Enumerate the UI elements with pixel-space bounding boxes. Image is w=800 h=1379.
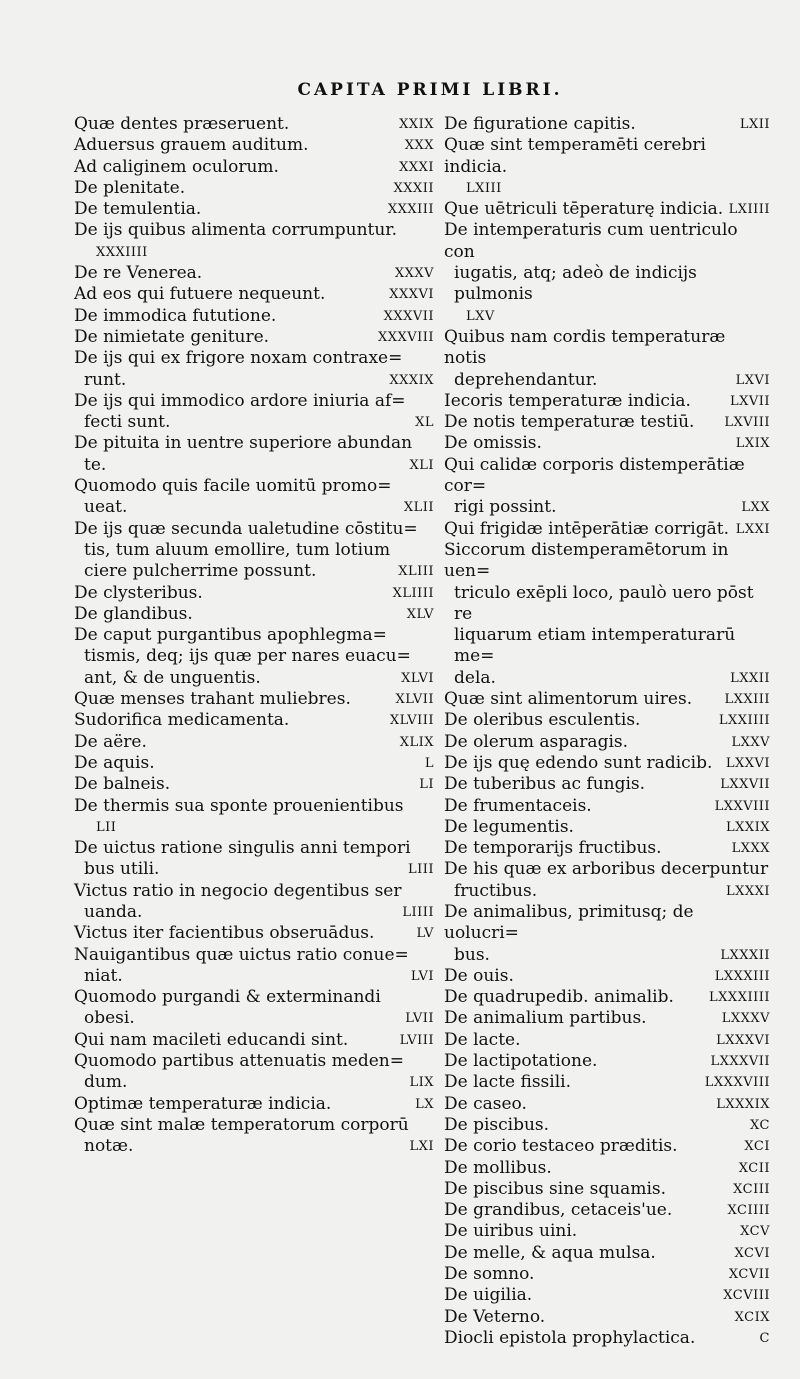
entry-title-line: Diocli epistola prophylactica. bbox=[444, 1327, 696, 1348]
toc-entry bbox=[444, 1030, 770, 1051]
entry-title-line: De quadrupedib. animalib. bbox=[444, 987, 674, 1008]
entry-title-line: De immodica fututione. bbox=[74, 305, 277, 326]
entry-title-line: De ijs quæ secunda ualetudine cōstitu= bbox=[74, 518, 418, 539]
toc-entry bbox=[74, 519, 434, 583]
entry-title-line: runt. bbox=[84, 369, 127, 390]
toc-entry bbox=[444, 1179, 770, 1200]
entry-title-line: De oleribus esculentis. bbox=[444, 710, 641, 731]
toc-entry bbox=[74, 391, 434, 434]
entry-title-line: dela. bbox=[454, 667, 496, 688]
entry-title-line: obesi. bbox=[84, 1008, 135, 1029]
entry-title-line: ciere pulcherrime possunt. bbox=[84, 561, 317, 582]
entry-title-line: bus utili. bbox=[84, 859, 160, 880]
entry-title-line: De lactipotatione. bbox=[444, 1051, 598, 1072]
toc-entry bbox=[444, 774, 770, 795]
entry-title-line: De ijs qui immodico ardore iniuria af= bbox=[74, 390, 406, 411]
entry-title-line: ueat. bbox=[84, 497, 128, 518]
toc-entry bbox=[444, 540, 770, 689]
entry-title-line: De piscibus sine squamis. bbox=[444, 1178, 667, 1199]
entry-title-line: De melle, & aqua mulsa. bbox=[444, 1242, 656, 1263]
entry-title-line: Qui calidæ corporis distemperātiæ cor= bbox=[444, 454, 745, 497]
entry-title-line: tis, tum aluum emollire, tum lotium bbox=[84, 539, 391, 560]
entry-title-line: De corio testaceo præditis. bbox=[444, 1136, 678, 1157]
toc-entry bbox=[444, 391, 770, 412]
entry-title-line: De uictus ratione singulis anni tempori bbox=[74, 838, 411, 859]
toc-entry bbox=[74, 220, 434, 263]
chapter-number: LVI bbox=[410, 968, 434, 984]
entry-title-line: De somno. bbox=[444, 1264, 535, 1285]
toc-entry bbox=[444, 753, 770, 774]
chapter-number: XCII bbox=[738, 1160, 770, 1176]
chapter-number: LXXXIX bbox=[716, 1096, 770, 1112]
entry-title-line: iugatis, atq; adeò de indicijs pulmonis bbox=[454, 263, 697, 305]
chapter-number: XLII bbox=[403, 500, 434, 516]
chapter-number: LXXVI bbox=[725, 755, 770, 771]
chapter-number: LXXII bbox=[730, 670, 770, 686]
entry-title-line: De pituita in uentre superiore abundan bbox=[74, 433, 413, 454]
entry-title-line: Quomodo quis facile uomitū promo= bbox=[74, 476, 392, 497]
toc-entry bbox=[444, 1136, 770, 1157]
entry-title-line: niat. bbox=[84, 965, 123, 986]
toc-entry bbox=[444, 1051, 770, 1072]
entry-title-line: De animalium partibus. bbox=[444, 1008, 647, 1029]
toc-entry bbox=[444, 689, 770, 710]
entry-title-line: Quæ sint temperamēti cerebri indicia. bbox=[444, 135, 706, 177]
chapter-number: LVII bbox=[405, 1011, 434, 1027]
entry-title-line: De caput purgantibus apophlegma= bbox=[74, 625, 387, 646]
toc-entry bbox=[74, 689, 434, 710]
toc-entry bbox=[74, 796, 434, 839]
entry-title-line: tismis, deq; ijs quæ per nares euacu= bbox=[84, 646, 411, 667]
entry-title-line: bus. bbox=[454, 944, 490, 965]
toc-entry bbox=[74, 1051, 434, 1094]
chapter-number: LXVII bbox=[729, 393, 770, 409]
entry-title-line: De ijs quibus alimenta corrumpuntur. bbox=[74, 220, 397, 241]
entry-title-line: De glandibus. bbox=[74, 603, 193, 624]
toc-entry bbox=[444, 1221, 770, 1242]
toc-entry bbox=[444, 1072, 770, 1093]
toc-entry bbox=[444, 732, 770, 753]
chapter-number: XLVIII bbox=[389, 713, 434, 729]
entry-title-line: De mollibus. bbox=[444, 1157, 552, 1178]
chapter-number: LXXXVI bbox=[716, 1032, 770, 1048]
entry-title-line: De Veterno. bbox=[444, 1306, 546, 1327]
entry-title-line: fecti sunt. bbox=[84, 412, 171, 433]
entry-title-line: De uiribus uini. bbox=[444, 1221, 578, 1242]
toc-entry bbox=[444, 987, 770, 1008]
toc-entry bbox=[444, 859, 770, 902]
chapter-number: XLV bbox=[406, 606, 434, 622]
chapter-number: XXX bbox=[404, 138, 434, 154]
toc-entry bbox=[444, 135, 770, 199]
chapter-number: XXXVIII bbox=[377, 329, 434, 345]
chapter-number: C bbox=[759, 1330, 770, 1346]
entry-title-line: De aëre. bbox=[74, 731, 147, 752]
running-header: CAPITA PRIMI LIBRI. bbox=[297, 80, 563, 100]
entry-title-line: De aquis. bbox=[74, 752, 155, 773]
chapter-number: LX bbox=[415, 1096, 434, 1112]
entry-title-line: ant, & de unguentis. bbox=[84, 667, 261, 688]
chapter-number: XXIX bbox=[399, 117, 434, 132]
toc-entry bbox=[74, 945, 434, 988]
toc-entry bbox=[74, 881, 434, 924]
entry-title-line: De ijs quę edendo sunt radicib. bbox=[444, 752, 713, 773]
toc-entry bbox=[74, 774, 434, 795]
toc-entry bbox=[74, 923, 434, 944]
chapter-number: LXXI bbox=[735, 521, 770, 537]
chapter-number: LXXXI bbox=[725, 883, 770, 899]
entry-title-line: Quomodo purgandi & exterminandi bbox=[74, 987, 381, 1008]
chapter-number: LXXVII bbox=[720, 777, 770, 793]
entry-title-line: De clysteribus. bbox=[74, 582, 203, 603]
entry-title-line: Sudorifica medicamenta. bbox=[74, 710, 290, 731]
toc-entry bbox=[74, 284, 434, 305]
chapter-number: XXXVII bbox=[383, 308, 434, 324]
chapter-number: LXIIII bbox=[728, 202, 770, 218]
chapter-number: LXIII bbox=[466, 180, 502, 196]
entry-title-line: De olerum asparagis. bbox=[444, 731, 629, 752]
chapter-number: LIIII bbox=[402, 904, 434, 920]
entry-title-line: Quæ sint malæ temperatorum corporū bbox=[74, 1114, 409, 1135]
toc-entry bbox=[444, 433, 770, 454]
chapter-number: LXXXV bbox=[721, 1011, 770, 1027]
chapter-number: LXXVIII bbox=[714, 798, 770, 814]
entry-title-line: uanda. bbox=[84, 901, 143, 922]
chapter-number: LXIX bbox=[735, 436, 770, 452]
toc-entry bbox=[444, 412, 770, 433]
chapter-number: LXXX bbox=[731, 841, 770, 857]
entry-title-line: Quomodo partibus attenuatis meden= bbox=[74, 1051, 404, 1072]
entry-title-line: Ad eos qui futuere nequeunt. bbox=[74, 284, 326, 305]
chapter-number: LXII bbox=[739, 117, 770, 132]
entry-title-line: De ouis. bbox=[444, 965, 514, 986]
entry-title-line: Victus ratio in negocio degentibus ser bbox=[74, 880, 402, 901]
toc-entry bbox=[444, 1158, 770, 1179]
chapter-number: XXXVI bbox=[389, 287, 434, 303]
chapter-number: XXXII bbox=[393, 180, 434, 196]
toc-entry bbox=[74, 178, 434, 199]
entry-title-line: Siccorum distemperamētorum in uen= bbox=[444, 539, 729, 582]
chapter-number: XL bbox=[415, 415, 434, 431]
entry-title-line: De legumentis. bbox=[444, 816, 574, 837]
chapter-number: XLI bbox=[409, 457, 434, 473]
chapter-number: XLIIII bbox=[392, 585, 434, 601]
right-column bbox=[444, 114, 770, 1349]
chapter-number: LXI bbox=[409, 1139, 434, 1155]
entry-title-line: De piscibus. bbox=[444, 1114, 550, 1135]
chapter-number: XC bbox=[750, 1117, 770, 1133]
toc-entry bbox=[74, 327, 434, 348]
toc-entry bbox=[74, 135, 434, 156]
chapter-number: LIX bbox=[409, 1075, 434, 1091]
chapter-number: LXXIII bbox=[724, 692, 770, 708]
entry-title-line: De intemperaturis cum uentriculo con bbox=[444, 220, 738, 262]
toc-entry bbox=[74, 625, 434, 689]
chapter-number: XXXIII bbox=[387, 202, 434, 218]
entry-title-line: De his quæ ex arboribus decerpuntur bbox=[444, 859, 769, 880]
chapter-number: L bbox=[424, 755, 434, 771]
entry-title-line: fructibus. bbox=[454, 880, 538, 901]
entry-title-line: Quæ sint alimentorum uires. bbox=[444, 689, 693, 710]
toc-entry bbox=[444, 519, 770, 540]
entry-title-line: Quæ menses trahant muliebres. bbox=[74, 689, 351, 710]
entry-title-line: Nauigantibus quæ uictus ratio conue= bbox=[74, 944, 409, 965]
toc-entry bbox=[74, 753, 434, 774]
chapter-number: LXXXIII bbox=[714, 968, 770, 984]
chapter-number: LXXXIIII bbox=[709, 990, 770, 1006]
chapter-number: XLIX bbox=[399, 734, 434, 750]
entry-title-line: te. bbox=[84, 454, 107, 475]
chapter-number: LII bbox=[96, 819, 117, 835]
toc-entry bbox=[74, 987, 434, 1030]
chapter-number: LV bbox=[416, 926, 434, 942]
chapter-number: XXXI bbox=[399, 159, 434, 175]
entry-title-line: De animalibus, primitusq; de uolucri= bbox=[444, 901, 694, 944]
chapter-number: XLIII bbox=[398, 564, 434, 580]
entry-title-line: De lacte. bbox=[444, 1029, 521, 1050]
toc-entry bbox=[444, 966, 770, 987]
toc-entry bbox=[74, 476, 434, 519]
chapter-number: XXXIIII bbox=[96, 244, 148, 260]
chapter-number: XCVI bbox=[734, 1245, 770, 1261]
toc-entry bbox=[444, 817, 770, 838]
entry-title-line: Que uētriculi tēperaturę indicia. bbox=[444, 199, 724, 220]
toc-entry bbox=[444, 1115, 770, 1136]
toc-entry bbox=[444, 327, 770, 391]
toc-entry bbox=[444, 796, 770, 817]
chapter-number: XCIII bbox=[733, 1181, 770, 1197]
chapter-number: XCIX bbox=[734, 1309, 770, 1325]
chapter-number: XCI bbox=[744, 1139, 770, 1155]
entry-title-line: De nimietate geniture. bbox=[74, 326, 270, 347]
entry-title-line: Ad caliginem oculorum. bbox=[74, 156, 279, 177]
toc-entry bbox=[444, 455, 770, 519]
entry-title-line: De frumentaceis. bbox=[444, 795, 592, 816]
chapter-number: LXXV bbox=[731, 734, 770, 750]
chapter-number: LXVIII bbox=[724, 415, 770, 431]
toc-entry bbox=[444, 1264, 770, 1285]
entry-title-line: deprehendantur. bbox=[454, 369, 598, 390]
entry-title-line: Aduersus grauem auditum. bbox=[74, 135, 309, 156]
toc-entry bbox=[74, 157, 434, 178]
toc-entry bbox=[444, 114, 770, 135]
entry-title-line: De figuratione capitis. bbox=[444, 114, 636, 134]
entry-title-line: De ijs qui ex frigore noxam contraxe= bbox=[74, 348, 403, 369]
toc-entry bbox=[74, 348, 434, 391]
toc-entry bbox=[444, 1243, 770, 1264]
entry-title-line: De tuberibus ac fungis. bbox=[444, 774, 646, 795]
toc-entry bbox=[74, 583, 434, 604]
toc-entry bbox=[444, 1094, 770, 1115]
chapter-number: LXXXVIII bbox=[704, 1075, 770, 1091]
chapter-number: XCVII bbox=[728, 1267, 770, 1283]
toc-entry bbox=[444, 220, 770, 326]
toc-entry bbox=[444, 710, 770, 731]
entry-title-line: triculo exēpli loco, paulò uero pōst re bbox=[454, 582, 754, 624]
entry-title-line: De notis temperaturæ testiū. bbox=[444, 412, 695, 433]
toc-entry bbox=[444, 1200, 770, 1221]
chapter-number: XLVI bbox=[401, 670, 434, 686]
chapter-number: LXVI bbox=[735, 372, 770, 388]
toc-entry bbox=[74, 838, 434, 881]
entry-title-line: De caseo. bbox=[444, 1093, 527, 1114]
toc-entry bbox=[444, 1285, 770, 1306]
entry-title-line: De temporarijs fructibus. bbox=[444, 838, 662, 859]
left-column bbox=[74, 114, 434, 1158]
chapter-number: LXV bbox=[466, 308, 495, 324]
entry-title-line: Quæ dentes præseruent. bbox=[74, 114, 290, 134]
chapter-number: XCVIII bbox=[723, 1288, 770, 1304]
chapter-number: LIII bbox=[407, 862, 434, 878]
entry-title-line: Quibus nam cordis temperaturæ notis bbox=[444, 326, 726, 369]
entry-title-line: De balneis. bbox=[74, 774, 171, 795]
toc-entry bbox=[74, 732, 434, 753]
entry-title-line: rigi possint. bbox=[454, 497, 557, 518]
entry-title-line: notæ. bbox=[84, 1136, 134, 1157]
toc-entry bbox=[74, 114, 434, 135]
entry-title-line: Optimæ temperaturæ indicia. bbox=[74, 1093, 332, 1114]
entry-title-line: De lacte fissili. bbox=[444, 1072, 571, 1093]
entry-title-line: De uigilia. bbox=[444, 1285, 533, 1306]
chapter-number: XCIIII bbox=[727, 1203, 770, 1219]
chapter-number: LXXIIII bbox=[718, 713, 770, 729]
toc-entry bbox=[444, 1328, 770, 1349]
toc-entry bbox=[74, 306, 434, 327]
toc-entry bbox=[74, 199, 434, 220]
entry-title-line: Qui nam macileti educandi sint. bbox=[74, 1029, 349, 1050]
entry-title-line: dum. bbox=[84, 1072, 128, 1093]
toc-entry bbox=[444, 902, 770, 966]
entry-title-line: liquarum etiam intemperaturarū me= bbox=[454, 625, 736, 667]
chapter-number: LXXXII bbox=[720, 947, 770, 963]
toc-entry bbox=[74, 1115, 434, 1158]
toc-entry bbox=[444, 199, 770, 220]
entry-title-line: De plenitate. bbox=[74, 177, 186, 198]
toc-entry bbox=[74, 1030, 434, 1051]
entry-title-line: De re Venerea. bbox=[74, 263, 203, 284]
chapter-number: XCV bbox=[740, 1224, 770, 1240]
entry-title-line: Qui frigidæ intēperātiæ corrigāt. bbox=[444, 518, 729, 539]
entry-title-line: De temulentia. bbox=[74, 199, 202, 220]
toc-entry bbox=[444, 838, 770, 859]
chapter-number: LXX bbox=[741, 500, 770, 516]
toc-entry bbox=[74, 604, 434, 625]
entry-title-line: Victus iter facientibus obseruādus. bbox=[74, 923, 375, 944]
entry-title-line: De thermis sua sponte prouenientibus bbox=[74, 795, 404, 816]
entry-title-line: Iecoris temperaturæ indicia. bbox=[444, 390, 691, 411]
toc-entry bbox=[444, 1307, 770, 1328]
toc-entry bbox=[74, 710, 434, 731]
toc-entry bbox=[74, 1094, 434, 1115]
entry-title-line: De omissis. bbox=[444, 433, 542, 454]
entry-title-line: De grandibus, cetaceis'ue. bbox=[444, 1200, 673, 1221]
chapter-number: LI bbox=[419, 777, 434, 793]
chapter-number: LVIII bbox=[399, 1032, 434, 1048]
chapter-number: LXXIX bbox=[725, 819, 770, 835]
toc-entry bbox=[74, 433, 434, 476]
chapter-number: LXXXVII bbox=[710, 1054, 770, 1070]
chapter-number: XLVII bbox=[395, 692, 434, 708]
chapter-number: XXXV bbox=[394, 266, 434, 282]
toc-entry bbox=[74, 263, 434, 284]
toc-entry bbox=[444, 1008, 770, 1029]
chapter-number: XXXIX bbox=[389, 372, 434, 388]
